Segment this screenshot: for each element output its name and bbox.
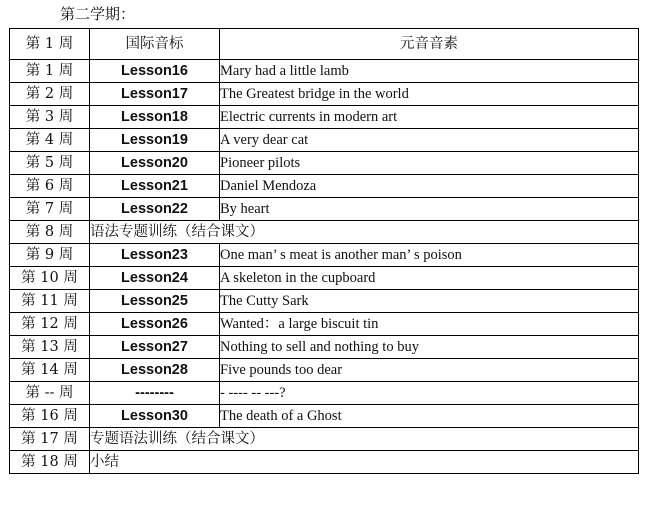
lesson-cell: Lesson23 [90, 244, 220, 267]
semester-title: 第二学期： [60, 5, 136, 23]
table-row [10, 83, 639, 106]
lesson-title-cell: A skeleton in the cupboard [220, 267, 639, 290]
table-row [10, 359, 639, 382]
table-row [10, 382, 639, 405]
topic-cell: 小结 [90, 451, 639, 474]
lesson-cell: Lesson28 [90, 359, 220, 382]
week-cell: 第 12 周 [10, 313, 90, 336]
lesson-title-cell: Mary had a little lamb [220, 60, 639, 83]
lesson-title-cell: A very dear cat [220, 129, 639, 152]
lesson-title-cell: One man’ s meat is another man’ s poison [220, 244, 639, 267]
table-row [10, 221, 639, 244]
week-cell: 第 1 周 [10, 60, 90, 83]
week-cell: 第 16 周 [10, 405, 90, 428]
lesson-title-cell: The Cutty Sark [220, 290, 639, 313]
week-cell: 第 2 周 [10, 83, 90, 106]
week-cell: 第 11 周 [10, 290, 90, 313]
header-week-cell: 第 1 周 [10, 29, 90, 60]
lesson-cell: Lesson20 [90, 152, 220, 175]
week-cell: 第 13 周 [10, 336, 90, 359]
lesson-title-cell: Electric currents in modern art [220, 106, 639, 129]
week-cell: 第 -- 周 [10, 382, 90, 405]
lesson-title-cell: Daniel Mendoza [220, 175, 639, 198]
table-row [10, 336, 639, 359]
lesson-cell: Lesson25 [90, 290, 220, 313]
lesson-title-cell: The Greatest bridge in the world [220, 83, 639, 106]
lesson-cell: Lesson27 [90, 336, 220, 359]
schedule-body [10, 29, 639, 474]
lesson-title-cell: By heart [220, 198, 639, 221]
table-row [10, 405, 639, 428]
lesson-cell: Lesson21 [90, 175, 220, 198]
week-cell: 第 8 周 [10, 221, 90, 244]
lesson-schedule-table [9, 28, 639, 474]
topic-cell: 语法专题训练（结合课文） [90, 221, 639, 244]
week-cell: 第 3 周 [10, 106, 90, 129]
week-cell: 第 9 周 [10, 244, 90, 267]
week-cell: 第 7 周 [10, 198, 90, 221]
lesson-cell: -------- [90, 382, 220, 405]
table-row [10, 451, 639, 474]
lesson-title-cell: Nothing to sell and nothing to buy [220, 336, 639, 359]
table-row [10, 175, 639, 198]
week-cell: 第 10 周 [10, 267, 90, 290]
topic-cell: 专题语法训练（结合课文） [90, 428, 639, 451]
lesson-title-cell: Wanted：a large biscuit tin [220, 313, 639, 336]
table-row [10, 60, 639, 83]
lesson-title-cell: Pioneer pilots [220, 152, 639, 175]
week-cell: 第 18 周 [10, 451, 90, 474]
lesson-title-cell: The death of a Ghost [220, 405, 639, 428]
week-cell: 第 14 周 [10, 359, 90, 382]
table-row [10, 267, 639, 290]
lesson-title-cell: Five pounds too dear [220, 359, 639, 382]
table-row [10, 198, 639, 221]
week-cell: 第 4 周 [10, 129, 90, 152]
lesson-cell: Lesson18 [90, 106, 220, 129]
header-vowels-cell: 元音音素 [220, 29, 639, 60]
lesson-cell: Lesson26 [90, 313, 220, 336]
week-cell: 第 5 周 [10, 152, 90, 175]
lesson-cell: Lesson22 [90, 198, 220, 221]
table-row [10, 152, 639, 175]
lesson-cell: Lesson24 [90, 267, 220, 290]
table-row [10, 106, 639, 129]
lesson-cell: Lesson16 [90, 60, 220, 83]
header-phonetics-cell: 国际音标 [90, 29, 220, 60]
lesson-cell: Lesson30 [90, 405, 220, 428]
table-row [10, 313, 639, 336]
lesson-title-cell: - ---- -- ---? [220, 382, 639, 405]
lesson-cell: Lesson17 [90, 83, 220, 106]
table-row [10, 290, 639, 313]
table-row [10, 129, 639, 152]
week-cell: 第 6 周 [10, 175, 90, 198]
table-row [10, 244, 639, 267]
table-row [10, 428, 639, 451]
header-row [10, 29, 639, 60]
lesson-cell: Lesson19 [90, 129, 220, 152]
week-cell: 第 17 周 [10, 428, 90, 451]
